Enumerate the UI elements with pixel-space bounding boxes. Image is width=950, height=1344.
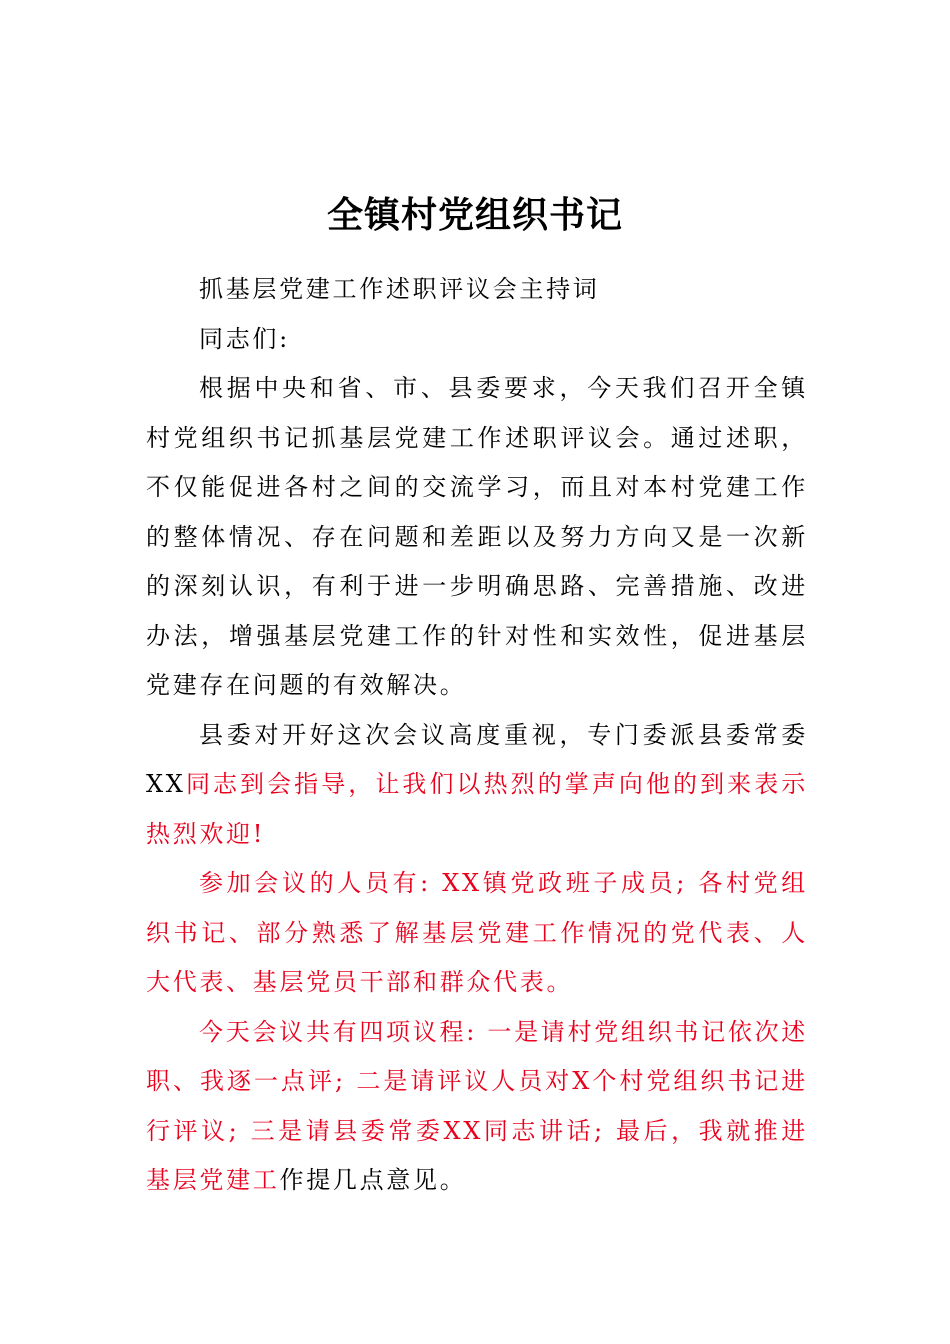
text-segment: 抓基层党建工作述职评议会主持词 (199, 275, 600, 303)
text-segment-highlight: 同志到会指导，让我们以热烈的掌声向他的到来表示热烈欢迎! (146, 770, 808, 848)
paragraph-subtitle (146, 265, 808, 315)
text-segment-highlight: 参加会议的人员有: XX镇党政班子成员; 各村党组织书记、部分熟悉了解基层党建工作情况的党代表、人大代表、基层党员干部和群众代表。 (146, 869, 808, 996)
text-segment: 县委对开好这次会议高度重视，专门委派县委常委XX (146, 720, 808, 798)
text-segment: 作提几点意见。 (279, 1166, 467, 1194)
document-title: 全镇村党组织书记 (326, 194, 623, 236)
text-segment: 同志们: (199, 324, 290, 353)
paragraph-welcome (146, 711, 808, 860)
paragraph-attendees (146, 859, 808, 1008)
text-segment: 根据中央和省、市、县委要求，今天我们召开全镇村党组织书记抓基层党建工作述职评议会。通过述职，不仅能促进各村之间的交流学习，而且对本村党建工作的整体情况、存在问题和差距以及努力方向又是一次新的深刻认识，有利于进一步明确思路、完善措施、改进办法，增强基层党建工作的针对性和实效性，促进基层党建存在问题的有效解决。 (146, 374, 808, 699)
paragraph-intro (146, 364, 808, 711)
paragraph-salutation (146, 315, 808, 365)
paragraph-agenda (146, 1008, 808, 1206)
text-segment-highlight: 今天会议共有四项议程: 一是请村党组织书记依次述职、我逐一点评; 二是请评议人员对X个村党组织书记进行评议; 三是请县委常委XX同志讲话; 最后，我就推进基层党建工 (146, 1017, 808, 1194)
document-body (146, 265, 808, 1206)
